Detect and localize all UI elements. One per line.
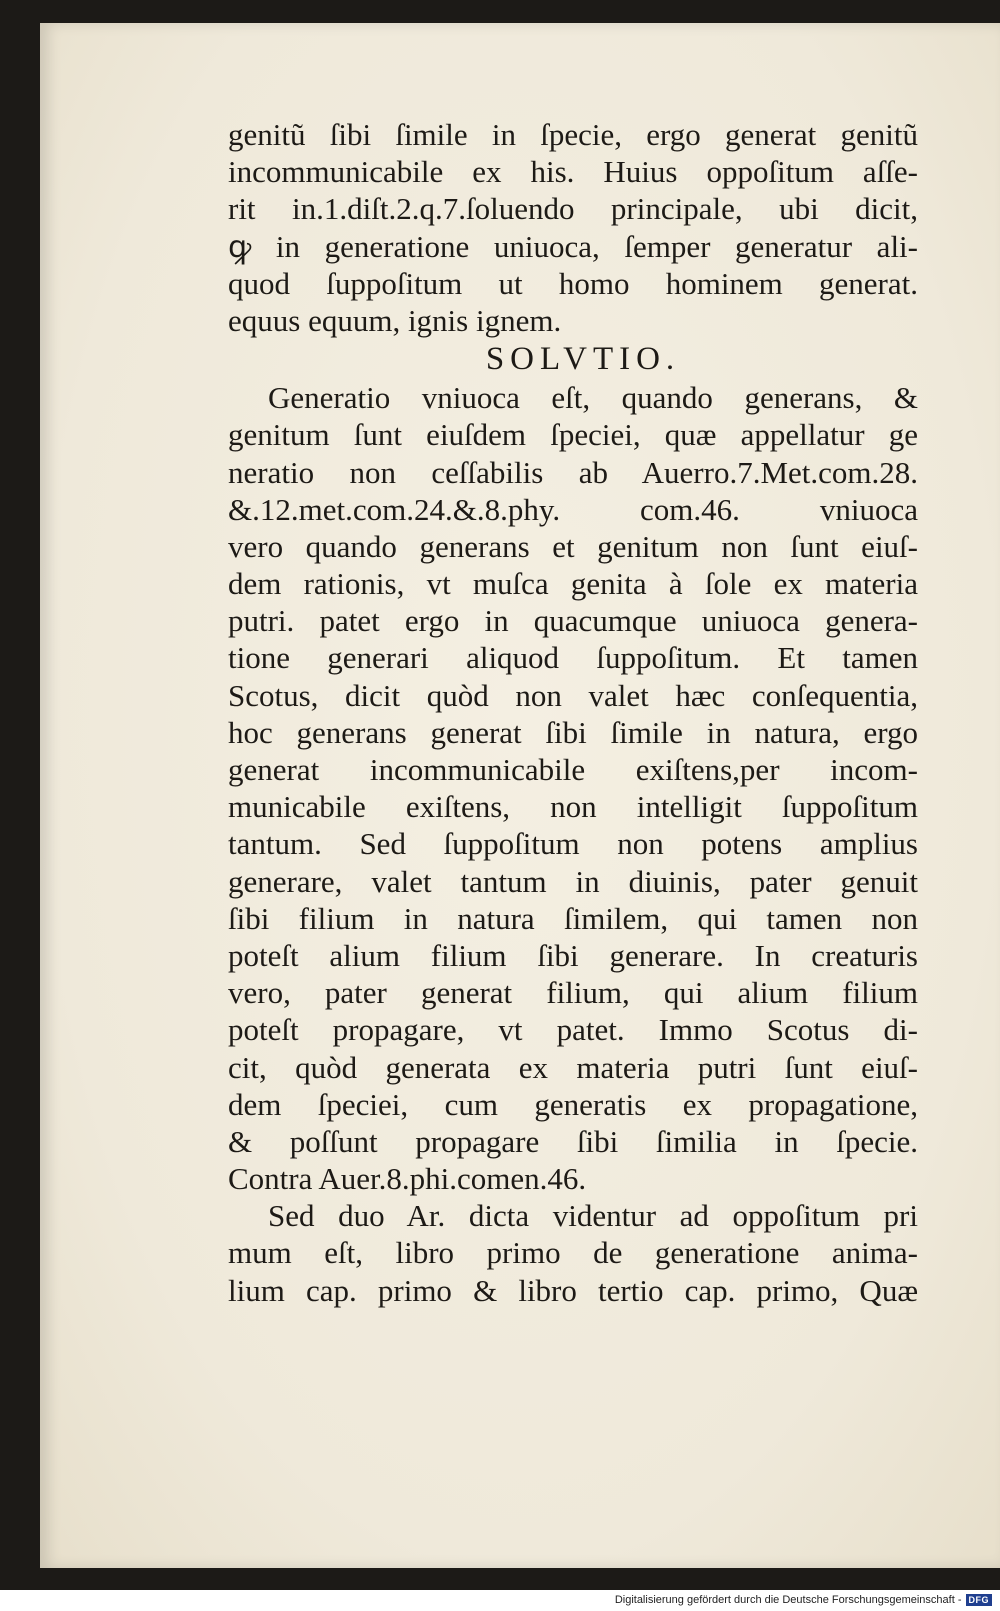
page-text xyxy=(228,116,918,1309)
text-line: Contra Auer.8.phi.comen.46. xyxy=(228,1161,587,1197)
text-line: tione generari aliquod ſuppoſitum. Et tamen xyxy=(228,640,918,676)
text-line: dem ſpeciei, cum generatis ex propagatione, xyxy=(228,1086,918,1122)
text-line: rit in.1.diſt.2.q.7.ſoluendo principale, ubi dicit, xyxy=(228,191,918,227)
text-line: poteſt propagare, vt patet. Immo Scotus di- xyxy=(228,1012,918,1048)
text-line: Generatio vniuoca eſt, quando generans, & xyxy=(268,380,918,416)
text-line: mum eſt, libro primo de generatione anima- xyxy=(228,1235,918,1271)
text-line: dem rationis, vt muſca genita à ſole ex materia xyxy=(228,566,918,602)
text-line: ſibi filium in natura ſimilem, qui tamen non xyxy=(228,900,918,936)
text-line: & poſſunt propagare ſibi ſimilia in ſpecie. xyxy=(228,1123,918,1159)
text-line: Scotus, dicit quòd non valet hæc conſequentia, xyxy=(228,677,918,713)
text-line: tantum. Sed ſuppoſitum non potens amplius xyxy=(228,826,918,862)
text-line: genitũ ſibi ſimile in ſpecie, ergo generat genitũ xyxy=(228,117,918,152)
funding-credit: Digitalisierung gefördert durch die Deutsche Forschungsgemeinschaft - xyxy=(614,1594,962,1606)
text-line: equus equum, ignis ignem. xyxy=(228,302,562,338)
digitization-footer xyxy=(0,1590,1000,1611)
text-line: ꝙ in generatione uniuoca, ſemper generatur ali- xyxy=(228,228,918,264)
text-line: Sed duo Ar. dicta videntur ad oppoſitum pri xyxy=(268,1198,918,1234)
text-line: vero, pater generat filium, qui alium filium xyxy=(228,975,918,1011)
dfg-logo: DFG xyxy=(966,1594,993,1606)
text-line: &.12.met.com.24.&.8.phy. com.46. vniuoca xyxy=(228,491,918,527)
text-line: quod ſuppoſitum ut homo hominem generat. xyxy=(228,265,918,301)
text-line: poteſt alium filium ſibi generare. In creaturis xyxy=(228,937,918,973)
text-line: genitum ſunt eiuſdem ſpeciei, quæ appellatur ge xyxy=(228,417,918,453)
section-heading: SOLVTIO. xyxy=(485,341,681,378)
text-line: incommunicabile ex his. Huius oppoſitum aſſe- xyxy=(228,154,918,190)
text-line: vero quando generans et genitum non ſunt eiuſ- xyxy=(228,528,918,564)
text-line: generat incommunicabile exiſtens,per incom- xyxy=(228,752,918,787)
text-line: lium cap. primo & libro tertio cap. primo, Quæ xyxy=(228,1272,918,1308)
text-line: hoc generans generat ſibi ſimile in natura, ergo xyxy=(228,714,918,750)
text-line: cit, quòd generata ex materia putri ſunt eiuſ- xyxy=(228,1049,918,1085)
text-line: municabile exiſtens, non intelligit ſuppoſitum xyxy=(228,789,918,825)
text-line: putri. patet ergo in quacumque uniuoca genera- xyxy=(228,603,918,639)
text-line: neratio non ceſſabilis ab Auerro.7.Met.com.28. xyxy=(228,454,918,490)
text-line: generare, valet tantum in diuinis, pater genuit xyxy=(228,863,918,899)
